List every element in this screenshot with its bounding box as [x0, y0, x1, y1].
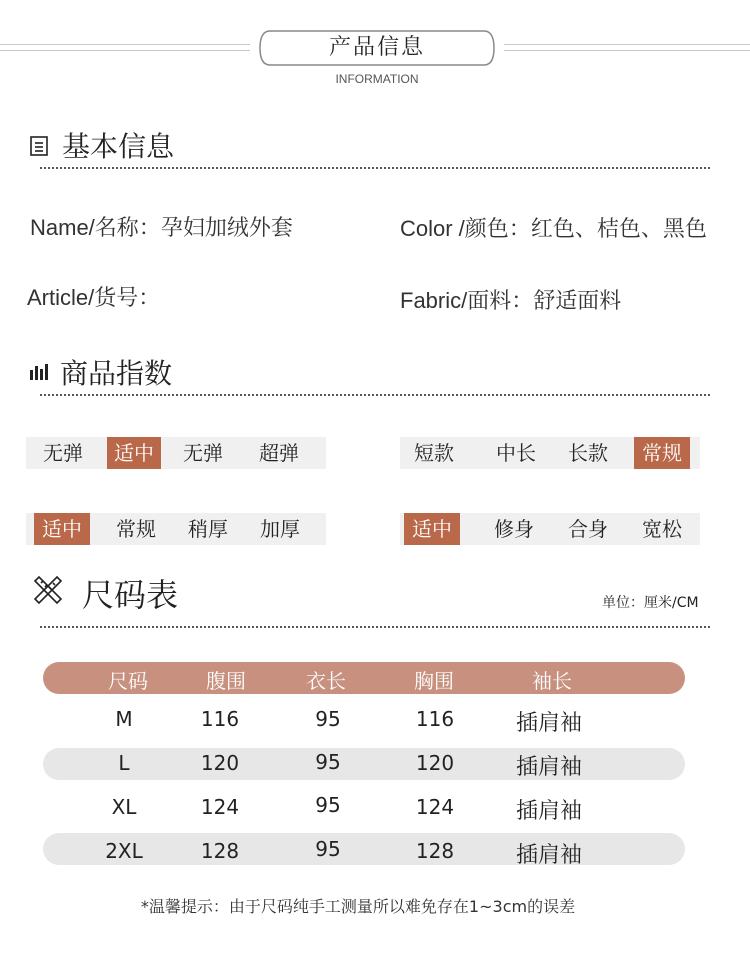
page-title: 产品信息	[328, 35, 425, 60]
name-label: Name/名称：	[30, 215, 161, 240]
index-option: 修身	[494, 517, 534, 541]
fabric-field	[400, 284, 621, 315]
table-cell: 120	[200, 751, 240, 775]
color-label: Color /颜色：	[400, 216, 531, 241]
document-icon	[30, 136, 48, 156]
article-label: Article/货号：	[27, 285, 161, 310]
table-header-cell: 胸围	[414, 669, 454, 693]
index-row-elasticity	[26, 437, 326, 469]
table-cell: 95	[315, 707, 341, 731]
table-cell: 124	[200, 795, 240, 819]
fabric-label: Fabric/面料：	[400, 288, 534, 313]
table-cell: 95	[315, 750, 341, 774]
index-option: 短款	[414, 441, 454, 465]
table-cell: 128	[415, 839, 455, 863]
index-option: 无弹	[183, 441, 223, 465]
index-option: 合身	[568, 517, 608, 541]
table-cell: 116	[200, 707, 240, 731]
divider-right	[504, 50, 750, 51]
unit-label: 单位：厘米/CM	[602, 595, 699, 611]
section-title-size: 尺码表	[82, 576, 179, 614]
index-option: 常规	[116, 517, 156, 541]
fabric-value: 舒适面料	[533, 289, 622, 314]
name-field	[30, 211, 293, 242]
table-cell: L	[118, 751, 130, 775]
index-row-thickness	[26, 513, 326, 545]
index-option-selected: 适中	[404, 513, 460, 545]
table-cell: 插肩袖	[515, 843, 582, 868]
index-option: 无弹	[43, 441, 83, 465]
color-field	[400, 212, 707, 243]
divider-left	[0, 50, 250, 51]
index-option: 超弹	[259, 441, 299, 465]
footnote: *温馨提示：由于尺码纯手工测量所以难免存在1~3cm的误差	[140, 897, 576, 916]
table-cell: 95	[315, 793, 341, 817]
index-option-selected: 常规	[634, 437, 690, 469]
section-title-index: 商品指数	[60, 357, 173, 390]
table-cell: 128	[200, 839, 240, 863]
table-cell: 插肩袖	[515, 711, 582, 736]
dotted-divider	[40, 394, 710, 396]
section-title-basic: 基本信息	[62, 130, 175, 163]
index-option-selected: 适中	[34, 513, 90, 545]
index-option: 稍厚	[188, 517, 228, 541]
dotted-divider	[40, 167, 710, 169]
table-cell: 95	[315, 837, 341, 861]
table-header-cell: 腹围	[206, 669, 246, 693]
divider-left	[0, 44, 250, 45]
name-value: 孕妇加绒外套	[160, 216, 293, 241]
bar-chart-icon	[30, 364, 48, 380]
index-row-fit	[400, 513, 700, 545]
index-option: 宽松	[642, 517, 682, 541]
article-field	[27, 281, 160, 312]
table-cell: 插肩袖	[515, 799, 582, 824]
table-cell: 116	[415, 707, 455, 731]
index-option-selected: 适中	[107, 437, 161, 469]
table-cell: 插肩袖	[515, 755, 582, 780]
table-cell: 124	[415, 795, 455, 819]
table-header-cell: 衣长	[306, 669, 346, 693]
index-option: 加厚	[260, 517, 300, 541]
index-row-length	[400, 437, 700, 469]
page-subtitle: INFORMATION	[335, 72, 419, 86]
table-header-cell: 尺码	[108, 669, 148, 693]
color-value: 红色、桔色、黑色	[530, 217, 707, 242]
ruler-cross-icon	[32, 574, 64, 606]
divider-right	[504, 44, 750, 45]
index-option: 中长	[496, 441, 536, 465]
table-cell: XL	[111, 795, 137, 819]
table-header-cell: 袖长	[532, 669, 572, 693]
index-option: 长款	[568, 441, 608, 465]
table-cell: 2XL	[105, 839, 143, 863]
dotted-divider	[40, 626, 710, 628]
table-cell: M	[115, 707, 133, 731]
table-cell: 120	[415, 751, 455, 775]
